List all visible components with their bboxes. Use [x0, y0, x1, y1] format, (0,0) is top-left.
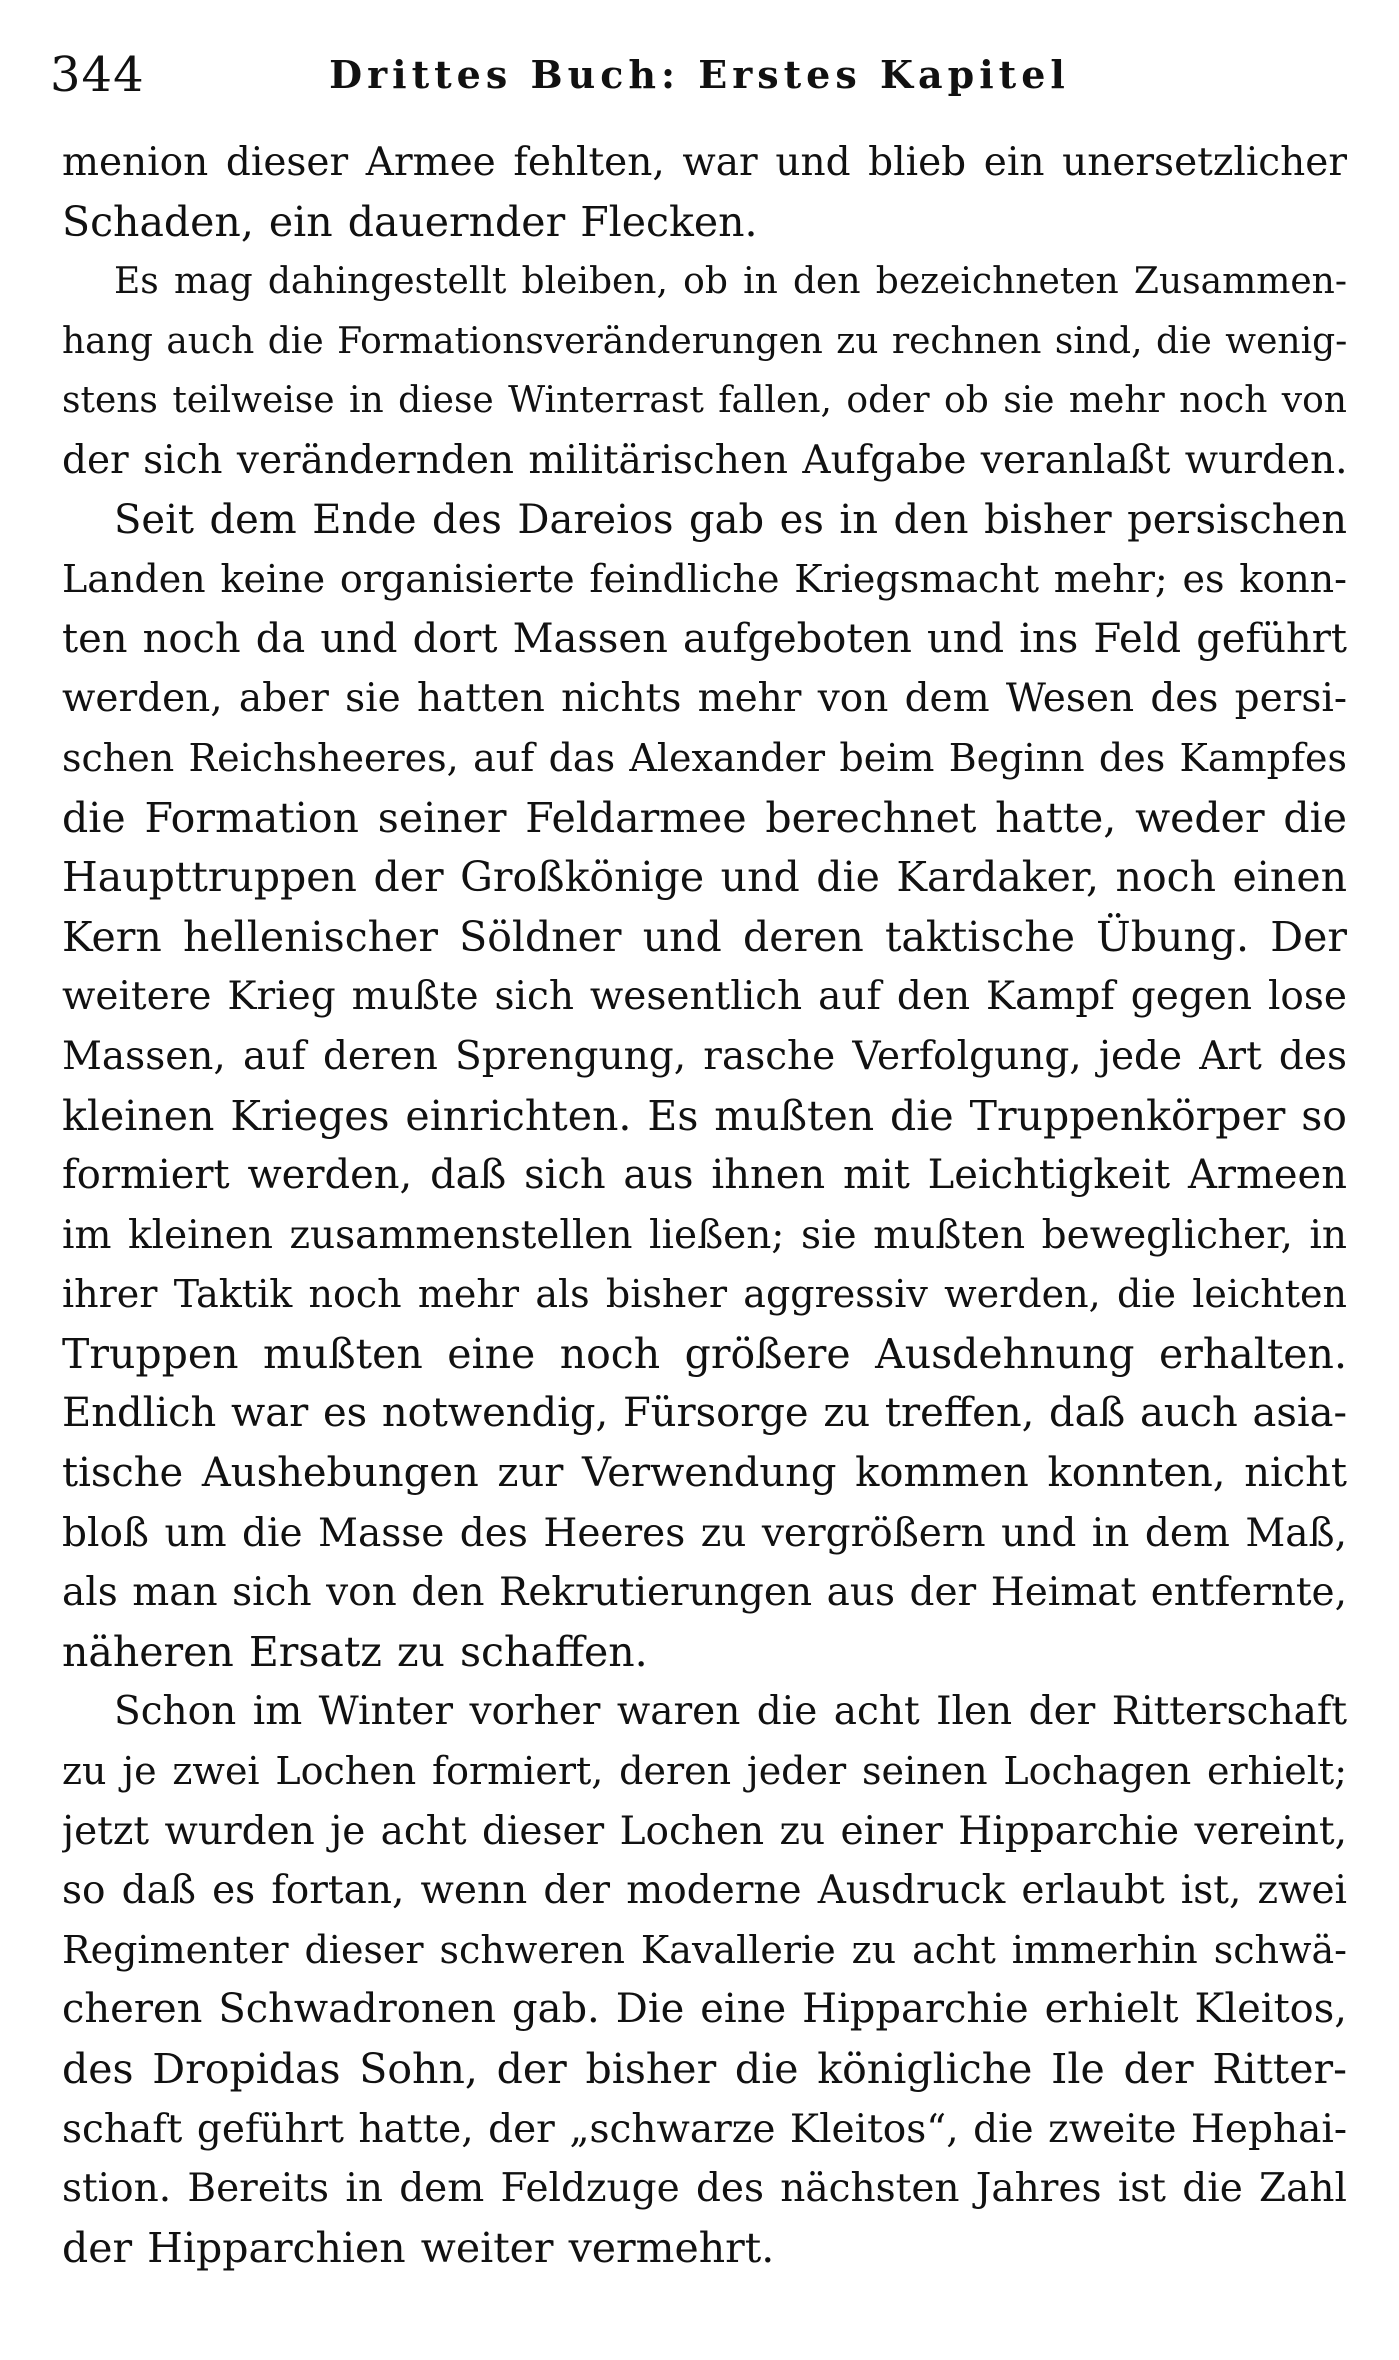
text-line: im kleinen zusammenstellen ließen; sie mußten beweglicher, in [62, 1212, 1347, 1258]
text-line: Truppen mußten eine noch größere Ausdehnung erhalten. [62, 1329, 1347, 1378]
text-line: schaft geführt hatte, der „schwarze Kleitos“, die zweite Hephai- [62, 2106, 1347, 2152]
text-line: Massen, auf deren Sprengung, rasche Verfolgung, jede Art des [62, 1033, 1347, 1079]
text-line: Regimenter dieser schweren Kavallerie zu acht immerhin schwä- [62, 1927, 1347, 1972]
text-line: zu je zwei Lochen formiert, deren jeder seinen Lochagen erhielt; [62, 1749, 1347, 1794]
text-line: der Hipparchien weiter vermehrt. [62, 2223, 775, 2272]
text-line: Landen keine organisierte feindliche Kriegsmacht mehr; es konn- [62, 557, 1347, 602]
text-line: Es mag dahingestellt bleiben, ob in den bezeichneten Zusammen- [114, 261, 1347, 303]
text-line: cheren Schwadronen gab. Die eine Hipparchie erhielt Kleitos, [62, 1986, 1347, 2033]
text-line: Haupttruppen der Großkönige und die Kardaker, noch einen [62, 853, 1347, 902]
text-line: schen Reichsheeres, auf das Alexander beim Beginn des Kampfes [62, 735, 1347, 780]
text-line: hang auch die Formationsveränderungen zu rechnen sind, die wenig- [62, 320, 1347, 362]
page-header [50, 40, 1349, 110]
text-line: als man sich von den Rekrutierungen aus der Heimat entfernte, [62, 1570, 1347, 1616]
text-line: so daß es fortan, wenn der moderne Ausdruck erlaubt ist, zwei [62, 1868, 1347, 1914]
text-line: tische Aushebungen zur Verwendung kommen konnten, nicht [62, 1450, 1347, 1497]
page-number: 344 [50, 47, 145, 103]
text-line: des Dropidas Sohn, der bisher die königliche Ile der Ritter- [62, 2045, 1347, 2093]
body-text [62, 133, 1347, 2278]
text-line: jetzt wurden je acht dieser Lochen zu einer Hipparchie vereint, [62, 1808, 1347, 1854]
text-line: Kern hellenischer Söldner und deren taktische Übung. Der [62, 912, 1347, 961]
text-line: ten noch da und dort Massen aufgeboten und ins Feld geführt [62, 615, 1347, 662]
text-line: Schaden, ein dauernder Flecken. [62, 197, 758, 246]
text-line: kleinen Krieges einrichten. Es mußten die Truppenkörper so [62, 1091, 1347, 1140]
text-line: näheren Ersatz zu schaffen. [62, 1627, 648, 1676]
text-line: Schon im Winter vorher waren die acht Ilen der Ritterschaft [114, 1689, 1347, 1735]
text-line: ihrer Taktik noch mehr als bisher aggressiv werden, die leichten [62, 1272, 1347, 1317]
text-line: stens teilweise in diese Winterrast fallen, oder ob sie mehr noch von [62, 380, 1347, 422]
text-line: Seit dem Ende des Dareios gab es in den bisher persischen [114, 496, 1347, 543]
running-head: Drittes Buch: Erstes Kapitel [329, 52, 1070, 97]
text-line: menion dieser Armee fehlten, war und blieb ein unersetzlicher [62, 140, 1347, 185]
text-line: bloß um die Masse des Heeres zu vergrößern und in dem Maß, [62, 1510, 1347, 1556]
text-line: formiert werden, daß sich aus ihnen mit Leichtigkeit Armeen [62, 1152, 1347, 1199]
text-line: der sich verändernden militärischen Aufgabe veranlaßt wurden. [62, 437, 1347, 483]
text-line: werden, aber sie hatten nichts mehr von dem Wesen des persi- [62, 676, 1347, 722]
text-line: Endlich war es notwendig, Fürsorge zu treffen, daß auch asia- [62, 1390, 1347, 1437]
text-line: die Formation seiner Feldarmee berechnet hatte, weder die [62, 793, 1347, 842]
text-line: weitere Krieg mußte sich wesentlich auf den Kampf gegen lose [62, 974, 1347, 1020]
text-line: stion. Bereits in dem Feldzuge des nächsten Jahres ist die Zahl [62, 2166, 1347, 2212]
